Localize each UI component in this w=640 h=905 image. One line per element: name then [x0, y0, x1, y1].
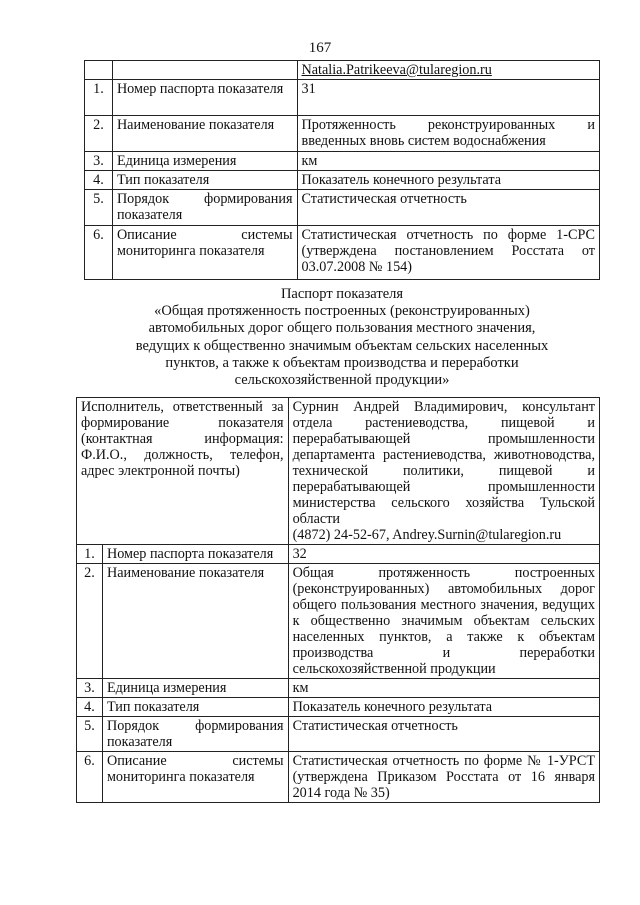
heading-line: «Общая протяженность построенных (реконструированных): [154, 303, 530, 320]
table-row: [85, 80, 600, 116]
table-row: [85, 152, 600, 171]
heading-title: Паспорт показателя: [280, 286, 404, 302]
row-label: Номер паспорта показателя: [102, 545, 288, 564]
row-label: Порядок формирования показателя: [112, 190, 297, 226]
row-number: 4.: [85, 171, 113, 190]
row-number: 2.: [85, 116, 113, 152]
row-value: км: [297, 152, 600, 171]
row-label: Тип показателя: [102, 698, 288, 717]
executor-label: Исполнитель, ответственный за формирование показателя (контактная информация: Ф.И.О., должность, телефон, адрес электронной почты): [77, 398, 289, 545]
row-number: 3.: [85, 152, 113, 171]
table-row: [85, 190, 600, 226]
row-label: Описание системы мониторинга показателя: [102, 752, 288, 803]
table-cell: [85, 61, 113, 80]
table-row: [77, 752, 600, 803]
row-label: Наименование показателя: [112, 116, 297, 152]
passport-heading: [84, 286, 600, 389]
table-cell: [112, 61, 297, 80]
heading-line: ведущих к общественно значимым объектам сельских населенных: [135, 337, 549, 354]
row-value: Протяженность реконструированных и введенных вновь систем водоснабжения: [297, 116, 600, 152]
table-row: [77, 717, 600, 752]
row-label: Единица измерения: [102, 679, 288, 698]
contact-email: [297, 61, 600, 80]
table-row: [85, 171, 600, 190]
row-number: 5.: [77, 717, 103, 752]
table-row: [77, 679, 600, 698]
row-value: Статистическая отчетность: [288, 717, 599, 752]
row-label: Номер паспорта показателя: [112, 80, 297, 116]
email-link[interactable]: Natalia.Patrikeeva@tularegion.ru: [301, 62, 492, 78]
row-number: 6.: [85, 226, 113, 280]
row-value: Статистическая отчетность по форме № 1-УРСТ (утверждена Приказом Росстата от 16 января 2014 года № 35): [288, 752, 599, 803]
row-label: Наименование показателя: [102, 564, 288, 679]
row-label: Единица измерения: [112, 152, 297, 171]
row-label: Описание системы мониторинга показателя: [112, 226, 297, 280]
row-number: 6.: [77, 752, 103, 803]
executor-name: Сурнин Андрей Владимирович, консультант отдела растениеводства, пищевой и перерабатывающей промышленности департамента растениеводства, животноводства, технической политики, пищевой и перерабатывающей промышленности министерства сельского хозяйства Тульской области: [292, 399, 595, 527]
row-number: 4.: [77, 698, 103, 717]
page-number: 167: [308, 40, 332, 56]
row-value: Показатель конечного результата: [288, 698, 599, 717]
heading-line: сельскохозяйственной продукции»: [234, 372, 450, 389]
row-number: 1.: [85, 80, 113, 116]
table-row: [77, 698, 600, 717]
row-value: 31: [297, 80, 600, 116]
executor-contact: (4872) 24-52-67, Andrey.Surnin@tularegion.ru: [292, 527, 562, 543]
row-value: км: [288, 679, 599, 698]
table-row: [85, 226, 600, 280]
table-row: [77, 545, 600, 564]
row-number: 3.: [77, 679, 103, 698]
heading-line: пунктов, а также к объектам производства и переработки: [165, 354, 519, 371]
passport-table-31: [84, 60, 600, 280]
table-row: [85, 116, 600, 152]
row-value: Статистическая отчетность: [297, 190, 600, 226]
row-number: 2.: [77, 564, 103, 679]
row-number: 1.: [77, 545, 103, 564]
row-value: Статистическая отчетность по форме 1-СРС (утверждена постановлением Росстата от 03.07.2008 № 154): [297, 226, 600, 280]
row-value: Показатель конечного результата: [297, 171, 600, 190]
table-row: [77, 564, 600, 679]
row-label: Тип показателя: [112, 171, 297, 190]
row-value: 32: [288, 545, 599, 564]
passport-table-32: [76, 397, 600, 803]
row-number: 5.: [85, 190, 113, 226]
row-label: Порядок формирования показателя: [102, 717, 288, 752]
table-row: [85, 61, 600, 80]
table-row: [77, 398, 600, 545]
row-value: Общая протяженность построенных (реконструированных) автомобильных дорог общего пользования местного значения, ведущих к общественно значимым объектам сельских населенных пунктов, а также к объектам производства и переработки сельскохозяйственной продукции: [288, 564, 599, 679]
executor-value: [288, 398, 599, 545]
heading-line: автомобильных дорог общего пользования местного значения,: [148, 320, 536, 337]
